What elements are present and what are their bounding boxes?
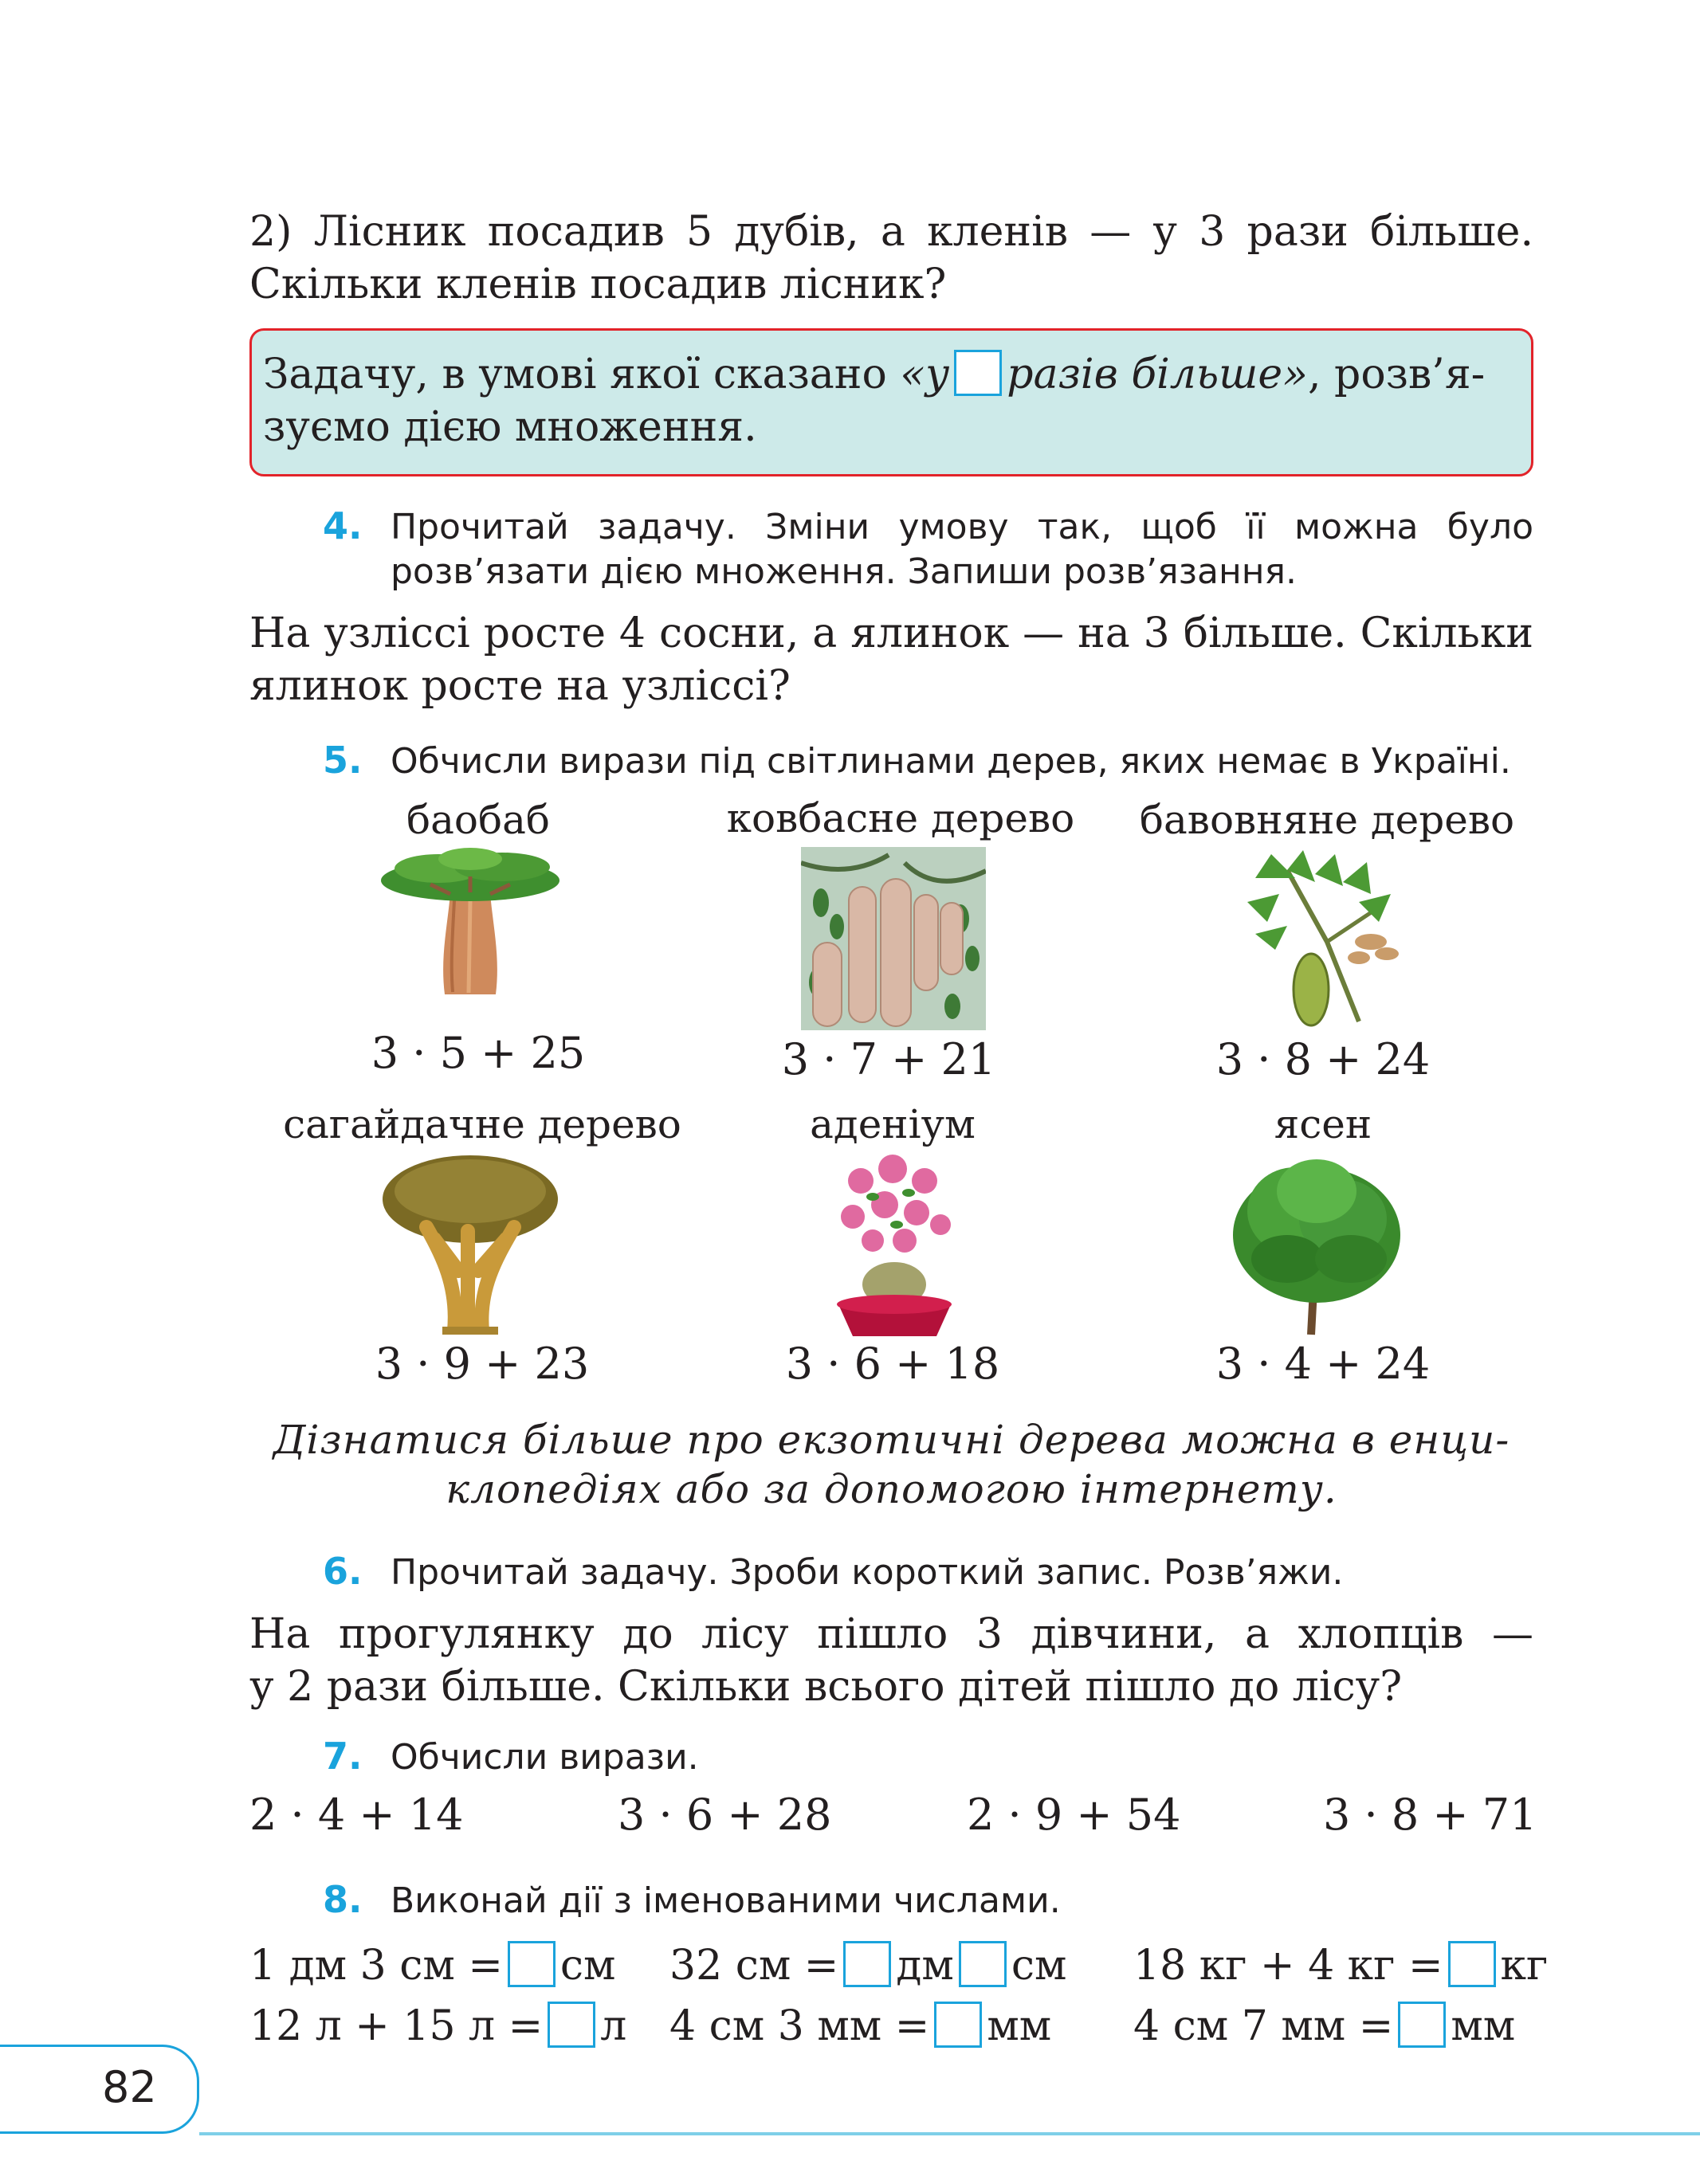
task-8-instruction: Виконай дії з іменованими числами. [391,1880,1061,1921]
task-8-number: 8. [323,1878,363,1921]
page-number-tab [0,2045,199,2134]
unit-exercise-4: 12 л + 15 л = л [249,2002,627,2050]
task-4-instruction-line-2: розв’язати дією множення. Запиши розв’язання. [391,551,1297,592]
task-7-expression-3: 2 · 9 + 54 [967,1790,1181,1840]
problem-2-line-2: Скільки кленів посадив лісник? [249,261,947,308]
answer-box-2b[interactable] [959,1941,1007,1987]
answer-box-3[interactable] [1448,1941,1496,1987]
task-7-expression-1: 2 · 4 + 14 [249,1790,464,1840]
unit-exercise-1: 1 дм 3 см = см [249,1942,616,1990]
baobab-image [375,845,566,996]
adenium-image [829,1149,960,1340]
task-4-problem-line-2: ялинок росте на узліссі? [249,662,791,710]
unit-exercise-2: 32 см = дм см [669,1942,1067,1990]
rule-text: Задачу, в умові якої сказано [263,351,901,398]
tree-expression-baobab: 3 · 5 + 25 [371,1028,586,1078]
footer-divider [199,2132,1700,2135]
rule-box [249,328,1533,476]
tree-expression-adenium: 3 · 6 + 18 [785,1339,1000,1389]
answer-box-4[interactable] [548,2002,595,2048]
tree-label-baobab: баобаб [406,797,551,843]
answer-box-1[interactable] [508,1941,556,1987]
dragon-tree-image [379,1151,562,1335]
tree-expression-sausage-tree: 3 · 7 + 21 [781,1034,996,1084]
cotton-tree-image [1239,846,1407,1029]
tree-label-adenium: аденіум [810,1101,976,1147]
task-6-problem-line-2: у 2 рази більше. Скільки всього дітей пішло до лісу? [249,1663,1403,1711]
exotic-trees-note-line-2: клопедіях або за допомогою інтернету. [446,1466,1337,1512]
task-7-expression-2: 3 · 6 + 28 [618,1790,832,1840]
sausage-tree-image [801,847,986,1030]
tree-expression-cotton-tree: 3 · 8 + 24 [1215,1034,1431,1084]
answer-box-5[interactable] [934,2002,982,2048]
rule-quote-close: разів більше» [1007,351,1308,398]
problem-2-line-1: 2) Лісник посадив 5 дубів, а кленів — у 3 рази більше. [249,208,1533,256]
exotic-trees-note-line-1: Дізнатися більше про екзотичні дерева можна в енци- [273,1417,1510,1463]
rule-blank-box [954,350,1002,396]
task-6-problem-line-1: На прогулянку до лісу пішло 3 дівчини, а хлопців — [249,1610,1533,1658]
unit-exercise-3: 18 кг + 4 кг = кг [1133,1942,1549,1990]
task-4-instruction-line-1: Прочитай задачу. Зміни умову так, щоб її можна було [391,507,1533,547]
tree-label-ash: ясен [1274,1101,1372,1147]
task-6-number: 6. [323,1550,363,1593]
unit-exercise-5: 4 см 3 мм = мм [669,2002,1052,2050]
rule-text-end: , розв’я- [1308,351,1486,398]
task-5-number: 5. [323,739,363,782]
tree-label-cotton-tree: бавовняне дерево [1139,797,1515,843]
unit-exercise-6: 4 см 7 мм = мм [1133,2002,1516,2050]
page-number: 82 [102,2062,157,2112]
ash-tree-image [1231,1147,1403,1339]
task-5-instruction: Обчисли вирази під світлинами дерев, яких немає в Україні. [391,741,1511,782]
tree-label-sausage-tree: ковбасне дерево [726,795,1075,841]
rule-line-1 [263,348,1518,401]
tree-expression-dragon-tree: 3 · 9 + 23 [375,1339,590,1389]
task-4-number: 4. [323,504,363,547]
task-7-number: 7. [323,1735,363,1778]
answer-box-6[interactable] [1398,2002,1446,2048]
tree-expression-ash: 3 · 4 + 24 [1215,1339,1431,1389]
task-7-expression-4: 3 · 8 + 71 [1323,1790,1537,1840]
rule-line-2: зуємо дією множення. [263,403,757,451]
task-4-problem-line-1: На узліссі росте 4 сосни, а ялинок — на 3 більше. Скільки [249,610,1533,657]
answer-box-2a[interactable] [843,1941,891,1987]
task-6-instruction: Прочитай задачу. Зроби короткий запис. Розв’яжи. [391,1552,1344,1593]
tree-label-dragon-tree: сагайдачне дерево [283,1101,681,1147]
task-7-instruction: Обчисли вирази. [391,1737,699,1778]
rule-quote-open: «у [900,351,950,398]
